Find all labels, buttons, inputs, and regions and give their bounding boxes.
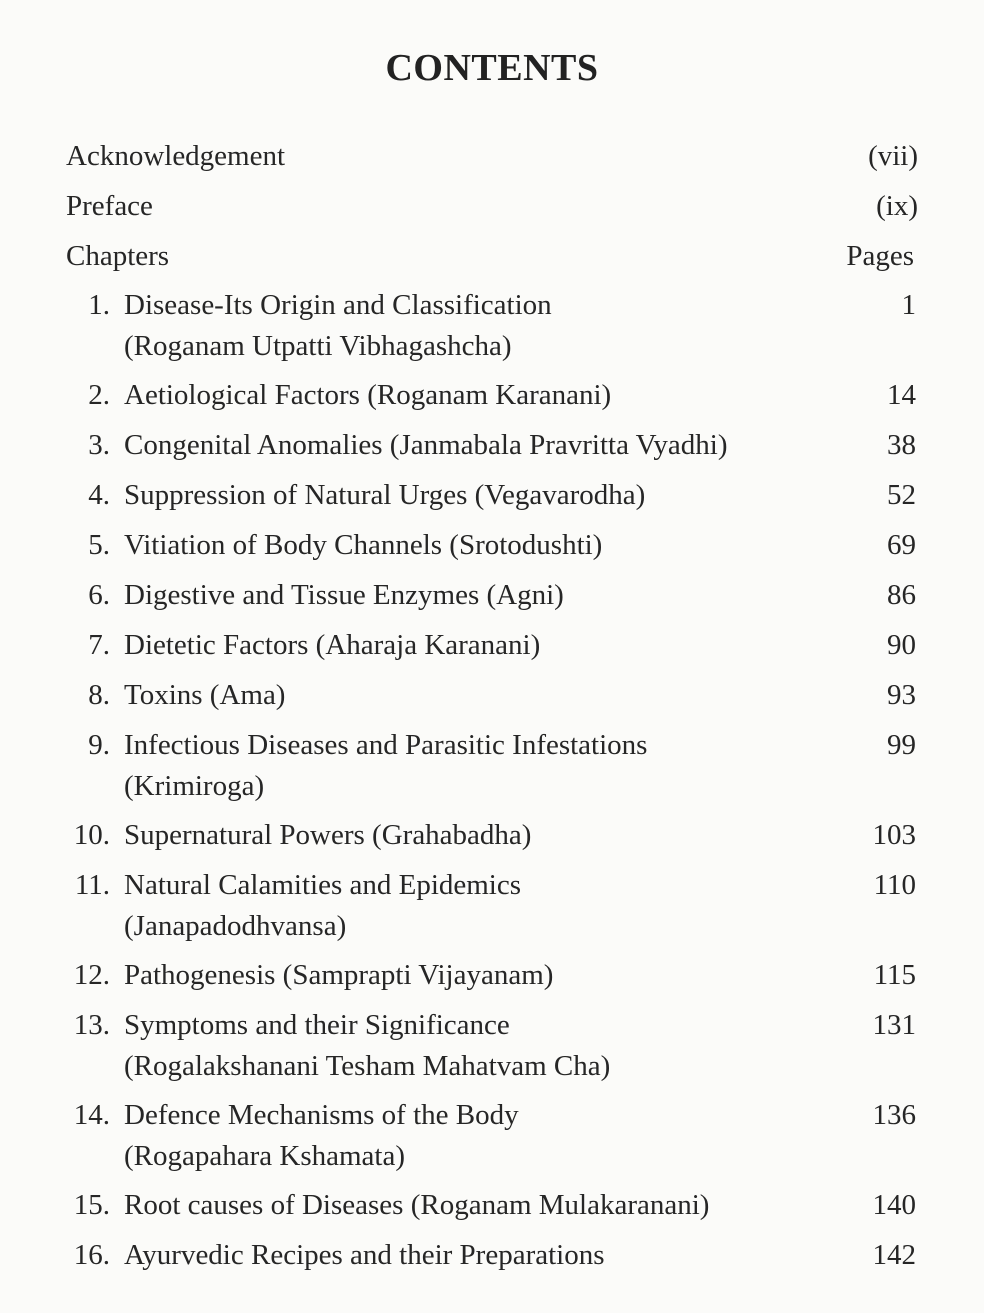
chapter-number: 5. <box>88 529 110 561</box>
chapter-title-line: Symptoms and their Significance <box>124 1009 510 1041</box>
chapter-number: 16. <box>73 1239 110 1271</box>
chapter-title <box>124 375 844 416</box>
chapter-title <box>124 815 844 856</box>
chapter-title-line: Digestive and Tissue Enzymes (Agni) <box>124 579 564 611</box>
chapter-title-line: Defence Mechanisms of the Body <box>124 1099 519 1131</box>
chapter-number: 4. <box>88 479 110 511</box>
chapter-title-line: Ayurvedic Recipes and their Preparations <box>124 1239 605 1271</box>
front-matter-label: Preface <box>66 190 153 222</box>
chapter-number: 6. <box>88 579 110 611</box>
chapter-title <box>124 1095 844 1177</box>
chapter-page-number: 52 <box>887 479 916 511</box>
chapter-page-number: 69 <box>887 529 916 561</box>
front-matter-label: Acknowledgement <box>66 140 286 172</box>
chapters-label: Chapters <box>66 240 170 272</box>
chapter-number: 14. <box>73 1099 110 1131</box>
chapter-title-line: Aetiological Factors (Roganam Karanani) <box>124 379 612 411</box>
chapter-title-line: Disease-Its Origin and Classification <box>124 289 552 321</box>
chapter-title <box>124 865 844 947</box>
chapter-page-number: 1 <box>901 289 916 321</box>
chapter-number: 1. <box>88 289 110 321</box>
chapter-number: 10. <box>73 819 110 851</box>
chapter-number: 9. <box>88 729 110 761</box>
chapter-page-number: 110 <box>873 869 916 901</box>
chapter-number: 3. <box>88 429 110 461</box>
chapter-number: 8. <box>88 679 110 711</box>
chapter-title-line: Dietetic Factors (Aharaja Karanani) <box>124 629 541 661</box>
chapter-number: 11. <box>74 869 110 901</box>
chapter-page-number: 90 <box>887 629 916 661</box>
chapter-number: 2. <box>88 379 110 411</box>
chapter-title <box>124 625 844 666</box>
chapter-subtitle-line: (Rogalakshanani Tesham Mahatvam Cha) <box>124 1050 611 1082</box>
chapter-title <box>124 575 844 616</box>
chapter-subtitle-line: (Rogapahara Kshamata) <box>124 1140 406 1172</box>
chapter-title <box>124 955 844 996</box>
chapter-title <box>124 425 844 466</box>
chapter-page-number: 14 <box>887 379 916 411</box>
chapter-number: 13. <box>73 1009 110 1041</box>
pages-label: Pages <box>846 240 914 272</box>
chapter-subtitle-line: (Roganam Utpatti Vibhagashcha) <box>124 330 512 362</box>
chapter-title-line: Toxins (Ama) <box>124 679 286 711</box>
chapter-number: 7. <box>88 629 110 661</box>
chapter-number: 15. <box>73 1189 110 1221</box>
chapter-page-number: 86 <box>887 579 916 611</box>
page-title: CONTENTS <box>385 47 599 89</box>
chapter-title <box>124 285 844 367</box>
chapter-page-number: 103 <box>872 819 916 851</box>
front-matter-page: (ix) <box>876 190 918 222</box>
chapter-page-number: 99 <box>887 729 916 761</box>
chapter-number: 12. <box>73 959 110 991</box>
chapter-title <box>124 725 844 807</box>
chapter-title <box>124 1235 844 1276</box>
chapter-title <box>124 675 844 716</box>
chapter-page-number: 93 <box>887 679 916 711</box>
chapter-title-line: Supernatural Powers (Grahabadha) <box>124 819 532 851</box>
chapter-title <box>124 475 844 516</box>
front-matter-page: (vii) <box>868 140 918 172</box>
chapter-title-line: Congenital Anomalies (Janmabala Pravritta Vyadhi) <box>124 429 728 461</box>
chapter-title-line: Natural Calamities and Epidemics <box>124 869 522 901</box>
chapter-page-number: 142 <box>872 1239 916 1271</box>
chapter-page-number: 38 <box>887 429 916 461</box>
chapter-title <box>124 1005 844 1087</box>
chapter-page-number: 115 <box>873 959 916 991</box>
chapter-title-line: Infectious Diseases and Parasitic Infestations <box>124 729 648 761</box>
chapter-subtitle-line: (Janapadodhvansa) <box>124 910 347 942</box>
chapter-title <box>124 1185 844 1226</box>
chapter-page-number: 136 <box>872 1099 916 1131</box>
chapter-subtitle-line: (Krimiroga) <box>124 770 265 802</box>
chapter-title-line: Vitiation of Body Channels (Srotodushti) <box>124 529 603 561</box>
chapter-page-number: 131 <box>872 1009 916 1041</box>
chapter-title <box>124 525 844 566</box>
chapter-page-number: 140 <box>872 1189 916 1221</box>
chapter-title-line: Pathogenesis (Samprapti Vijayanam) <box>124 959 554 991</box>
chapter-title-line: Root causes of Diseases (Roganam Mulakaranani) <box>124 1189 710 1221</box>
chapter-title-line: Suppression of Natural Urges (Vegavarodha) <box>124 479 646 511</box>
